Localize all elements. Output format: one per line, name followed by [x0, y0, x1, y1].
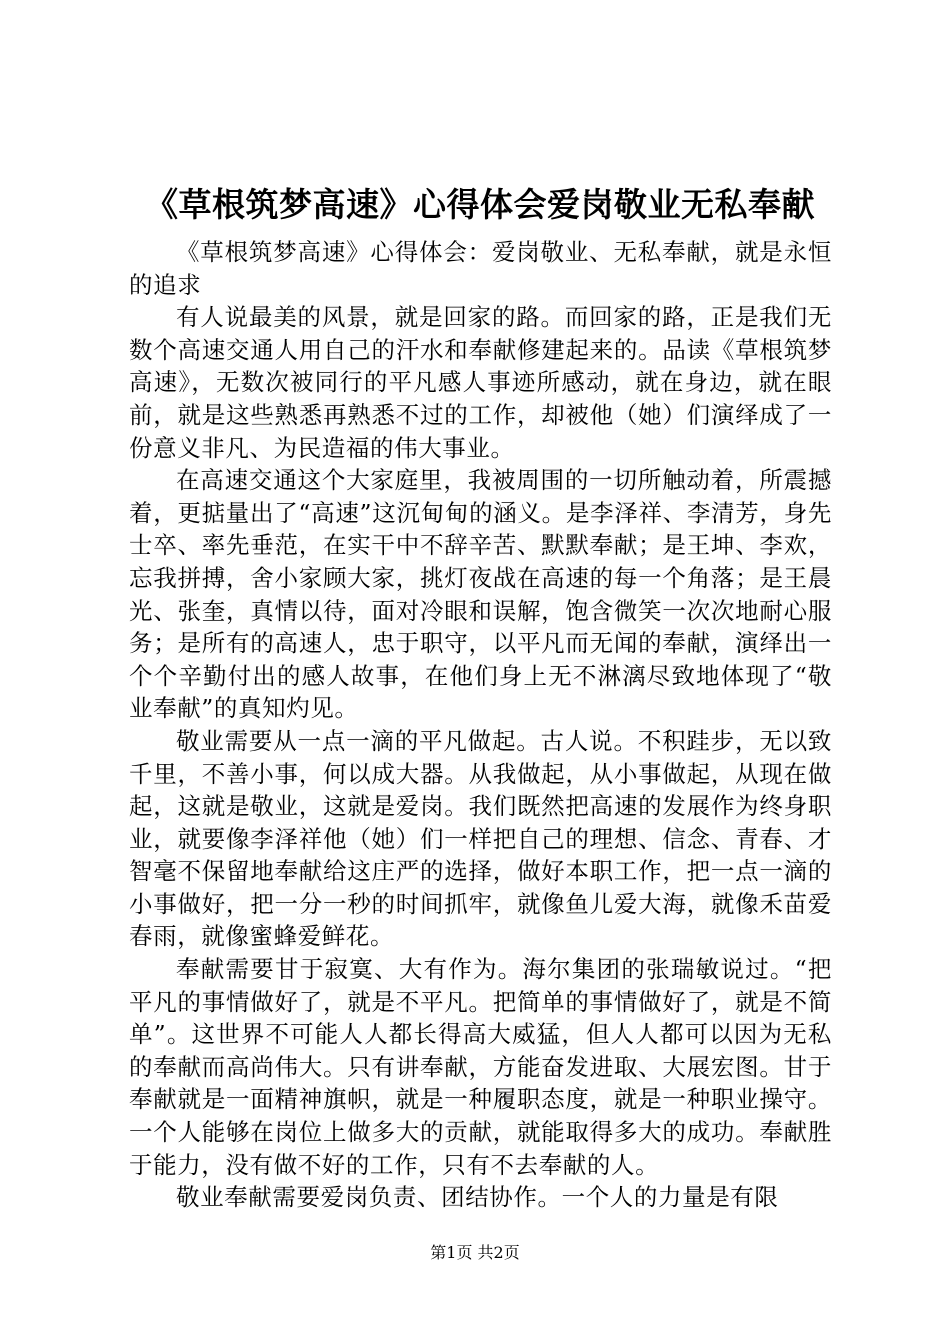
page-number-footer: 第1页 共2页	[430, 1243, 520, 1262]
paragraph: 在高速交通这个大家庭里，我被周围的一切所触动着，所震撼着，更掂量出了“高速”这沉甸甸的涵义。是李泽祥、李清芳，身先士卒、率先垂范，在实干中不辞辛苦、默默奉献；是王坤、李欢，忘我拼搏，舍小家顾大家，挑灯夜战在高速的每一个角落；是王晨光、张奎，真情以待，面对冷眼和误解，饱含微笑一次次地耐心服务；是所有的高速人，忠于职守，以平凡而无闻的奉献，演绎出一个个辛勤付出的感人故事，在他们身上无不淋漓尽致地体现了“敬业奉献”的真知灼见。	[129, 466, 832, 723]
document-body	[129, 236, 832, 1214]
paragraph: 敬业奉献需要爱岗负责、团结协作。一个人的力量是有限	[176, 1183, 779, 1212]
paragraph: 敬业需要从一点一滴的平凡做起。古人说。不积跬步，无以致千里，不善小事，何以成大器。从我做起，从小事做起，从现在做起，这就是敬业，这就是爱岗。我们既然把高速的发展作为终身职业，就要像李泽祥他（她）们一样把自己的理想、信念、青春、才智毫不保留地奉献给这庄严的选择，做好本职工作，把一点一滴的小事做好，把一分一秒的时间抓牢，就像鱼儿爱大海，就像禾苗爱春雨，就像蜜蜂爱鲜花。	[129, 726, 832, 951]
paragraph-subtitle: 《草根筑梦高速》心得体会：爱岗敬业、无私奉献，就是永恒的追求	[129, 238, 832, 299]
paragraph: 奉献需要甘于寂寞、大有作为。海尔集团的张瑞敏说过。“把平凡的事情做好了，就是不平凡。把简单的事情做好了，就是不简单”。这世界不可能人人都长得高大威猛，但人人都可以因为无私的奉献而高尚伟大。只有讲奉献，方能奋发进取、大展宏图。甘于奉献就是一面精神旗帜，就是一种履职态度，就是一种职业操守。一个人能够在岗位上做多大的贡献，就能取得多大的成功。奉献胜于能力，没有做不好的工作，只有不去奉献的人。	[129, 955, 832, 1179]
paragraph: 有人说最美的风景，就是回家的路。而回家的路，正是我们无数个高速交通人用自己的汗水和奉献修建起来的。品读《草根筑梦高速》，无数次被同行的平凡感人事迹所感动，就在身边，就在眼前，就是这些熟悉再熟悉不过的工作，却被他（她）们演绎成了一份意义非凡、为民造福的伟大事业。	[129, 303, 832, 462]
document-title: 《草根筑梦高速》心得体会爱岗敬业无私奉献	[145, 185, 815, 224]
